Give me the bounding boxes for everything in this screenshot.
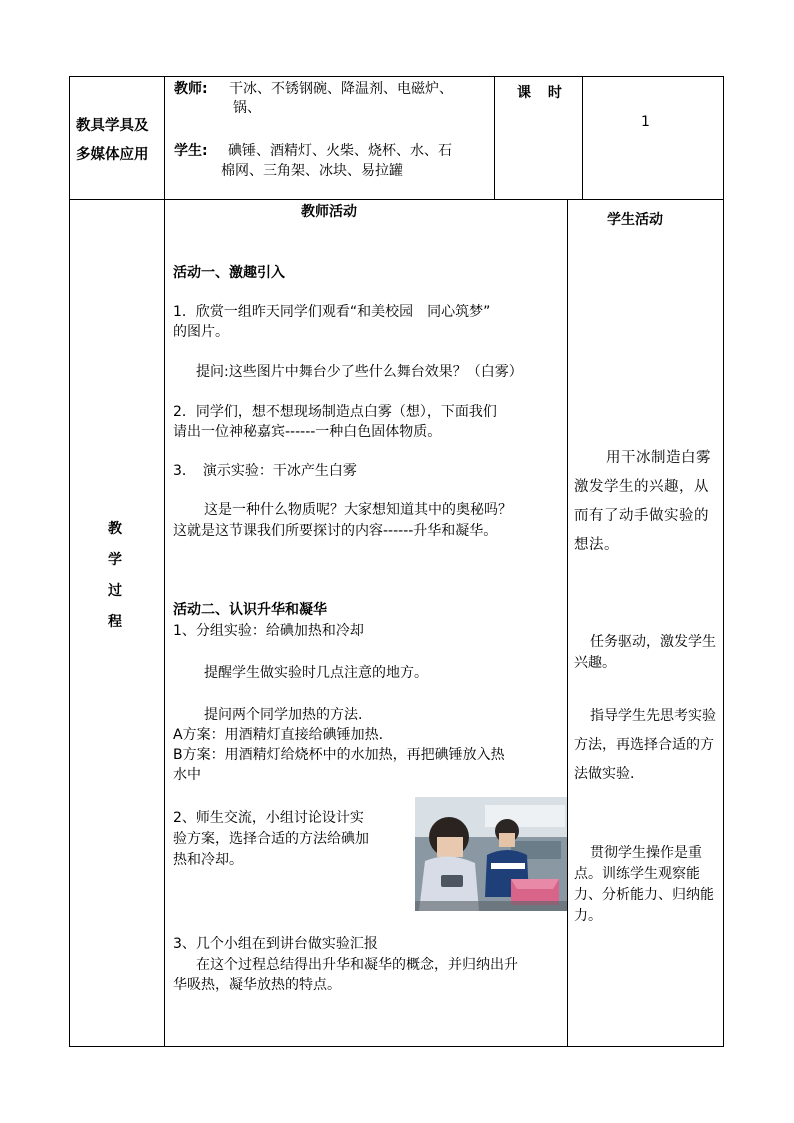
teacher-activity-header: 教师活动 bbox=[301, 204, 357, 220]
student-label: 学生: bbox=[174, 143, 208, 159]
a2-paragraph3: 提问两个同学加热的方法. bbox=[204, 707, 363, 723]
a1-paragraph2-line2: 请出一位神秘嘉宾------一种白色固体物质。 bbox=[173, 424, 442, 440]
row-divider bbox=[69, 199, 724, 200]
label-column-divider bbox=[164, 76, 165, 1047]
teacher-label: 教师: bbox=[174, 81, 208, 97]
a2-paragraph1: 1、分组实验：给碘加热和冷却 bbox=[173, 623, 364, 639]
a2-paragraph4-line2: 验方案，选择合适的方法给碘加 bbox=[173, 831, 369, 847]
student-note-2: 任务驱动，激发学生兴趣。 bbox=[574, 634, 716, 671]
student-note-4: 贯彻学生操作是重点。训练学生观察能力、分析能力、归纳能力。 bbox=[574, 845, 714, 924]
a1-paragraph1-line2: 的图片。 bbox=[173, 324, 229, 340]
period-label: 课 时 bbox=[517, 85, 562, 101]
a2-paragraph4-line1: 2、师生交流，小组讨论设计实 bbox=[173, 810, 364, 826]
materials-label-line1: 教具学具及 bbox=[76, 118, 149, 134]
period-value: 1 bbox=[641, 114, 650, 130]
a1-paragraph2-line1: 2．同学们，想不想现场制造点白雾（想），下面我们 bbox=[173, 404, 497, 420]
activity2-title: 活动二、认识升华和凝华 bbox=[173, 602, 327, 618]
a2-plan-a: A方案：用酒精灯直接给碘锤加热. bbox=[173, 727, 384, 743]
classroom-photo-graphic bbox=[415, 797, 567, 911]
student-activity-header: 学生活动 bbox=[607, 212, 663, 228]
a2-paragraph4-line3: 热和冷却。 bbox=[173, 852, 243, 868]
student-column-divider bbox=[567, 199, 568, 1047]
period-value-left-divider bbox=[582, 76, 583, 199]
a2-paragraph5: 3、几个小组在到讲台做实验汇报 bbox=[173, 936, 378, 952]
process-label-char-1: 教 bbox=[108, 521, 122, 537]
period-label-left-divider bbox=[494, 76, 495, 199]
process-label-char-2: 学 bbox=[108, 552, 122, 568]
process-label-char-3: 过 bbox=[108, 583, 122, 599]
a2-paragraph2: 提醒学生做实验时几点注意的地方。 bbox=[204, 665, 428, 681]
a1-question: 提问:这些图片中舞台少了些什么舞台效果？（白雾） bbox=[196, 364, 523, 380]
a1-paragraph4-line1: 这是一种什么物质呢？大家想知道其中的奥秘吗？ bbox=[204, 502, 512, 518]
student-note-1: 用干冰制造白雾激发学生的兴趣，从而有了动手做实验的想法。 bbox=[574, 450, 711, 553]
process-label-char-4: 程 bbox=[108, 614, 122, 630]
a1-paragraph4-line2: 这就是这节课我们所要探讨的内容------升华和凝华。 bbox=[173, 523, 498, 539]
a1-paragraph1-line1: 1．欣赏一组昨天同学们观看“和美校园 同心筑梦” bbox=[173, 304, 491, 320]
a2-plan-b-line2: 水中 bbox=[173, 767, 201, 783]
a2-paragraph6-line2: 华吸热，凝华放热的特点。 bbox=[173, 977, 341, 993]
teacher-items-line2: 锅、 bbox=[233, 100, 261, 116]
classroom-photo bbox=[415, 797, 567, 911]
teacher-items-line1: 干冰、不锈钢碗、降温剂、电磁炉、 bbox=[229, 81, 453, 97]
student-items-line2: 棉网、三角架、冰块、易拉罐 bbox=[221, 163, 403, 179]
a1-paragraph3: 3． 演示实验：干冰产生白雾 bbox=[173, 463, 357, 479]
materials-label-line2: 多媒体应用 bbox=[76, 147, 149, 163]
activity1-title: 活动一、激趣引入 bbox=[173, 265, 285, 281]
student-items-line1: 碘锤、酒精灯、火柴、烧杯、水、石 bbox=[228, 143, 452, 159]
a2-plan-b-line1: B方案：用酒精灯给烧杯中的水加热，再把碘锤放入热 bbox=[173, 747, 505, 763]
a2-paragraph6-line1: 在这个过程总结得出升华和凝华的概念，并归纳出升 bbox=[196, 957, 518, 973]
student-note-3: 指导学生先思考实验方法，再选择合适的方法做实验. bbox=[574, 708, 716, 782]
